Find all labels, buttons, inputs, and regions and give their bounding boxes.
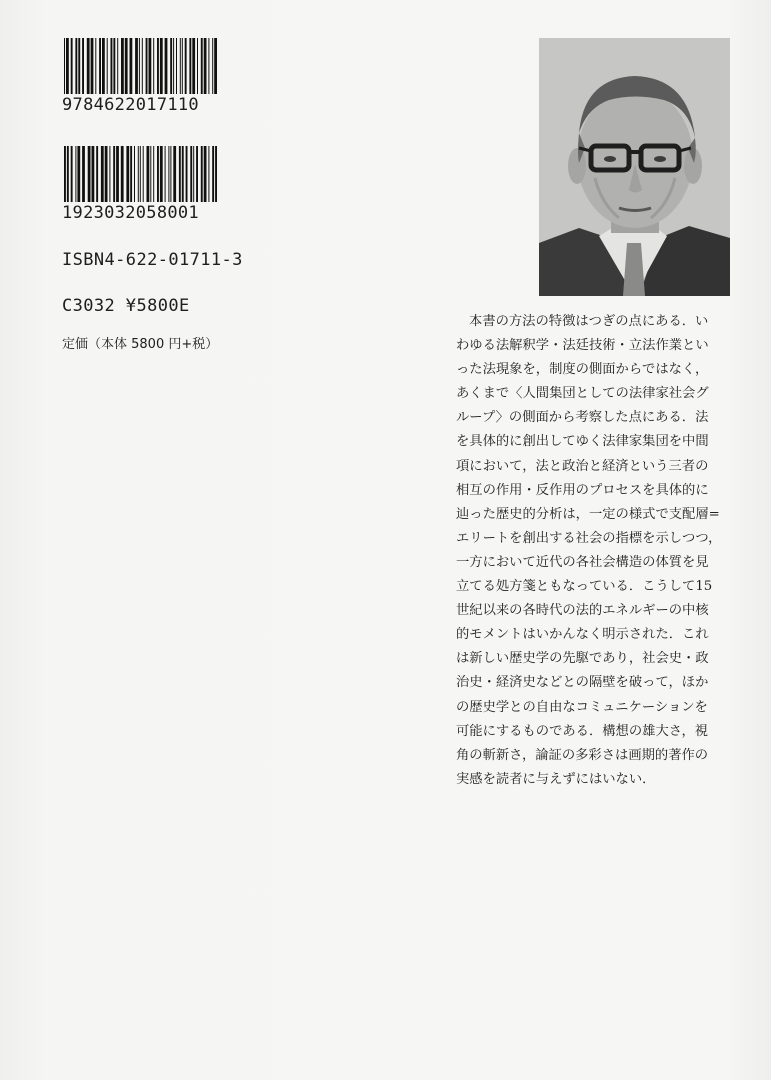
barcode-bar bbox=[201, 38, 203, 94]
description-line: を具体的に創出してゆく法律家集団を中間 bbox=[456, 434, 709, 450]
barcode-bar bbox=[185, 38, 187, 94]
isbn-barcode bbox=[62, 38, 222, 94]
barcode-bar bbox=[153, 146, 154, 202]
barcode-bar bbox=[130, 146, 132, 202]
barcode-bar bbox=[165, 146, 166, 202]
isbn-text: ISBN4-622-01711-3 bbox=[62, 250, 243, 270]
barcode-bar bbox=[208, 38, 209, 94]
barcode-bar bbox=[117, 38, 118, 94]
barcode-bar bbox=[189, 38, 191, 94]
barcode-bar bbox=[130, 38, 133, 94]
barcode-bar bbox=[176, 38, 177, 94]
barcode-bar bbox=[105, 146, 108, 202]
barcode-bar bbox=[173, 38, 174, 94]
barcode-bar bbox=[82, 146, 85, 202]
description-line: 相互の作用・反作用のプロセスを具体的に bbox=[456, 482, 709, 498]
barcode-bar bbox=[87, 38, 90, 94]
barcode-bar bbox=[157, 146, 159, 202]
barcode-bar bbox=[134, 146, 135, 202]
barcode-bar bbox=[197, 38, 198, 94]
description-line: 辿った歴史的分析は，一定の様式で支配層= bbox=[456, 506, 720, 522]
price-label: 定価（本体 5800 円+税） bbox=[62, 337, 219, 352]
barcode-bar bbox=[66, 38, 69, 94]
barcode-bar bbox=[107, 38, 108, 94]
barcode-bar bbox=[95, 38, 96, 94]
barcode-bar bbox=[186, 146, 188, 202]
description-line: は新しい歴史学の先駆であり，社会史・政 bbox=[456, 651, 709, 667]
barcode-bar bbox=[67, 146, 69, 202]
description-line: 的モメントはいかんなく明示された．これ bbox=[456, 627, 709, 643]
description-line: 実感を読者に与えずにはいない． bbox=[456, 771, 656, 787]
barcode-bar bbox=[140, 146, 141, 202]
description-line: 角の斬新さ，論証の多彩さは画期的著作の bbox=[456, 747, 709, 763]
barcode-bar bbox=[173, 146, 176, 202]
barcode-bar bbox=[147, 146, 150, 202]
barcode-bar bbox=[168, 146, 169, 202]
description-line: 治史・経済史などとの隔壁を破って，ほか bbox=[456, 675, 709, 691]
barcode-bar bbox=[190, 146, 192, 202]
barcode-bar bbox=[160, 38, 163, 94]
barcode-bar bbox=[111, 38, 113, 94]
barcode-bar bbox=[64, 38, 65, 94]
description-line: あくまで〈人間集団としての法律家社会グ bbox=[456, 386, 709, 402]
barcode-bar bbox=[160, 146, 163, 202]
barcode-bar bbox=[170, 146, 171, 202]
barcode-bar bbox=[192, 38, 195, 94]
barcode-bar bbox=[182, 38, 183, 94]
description-line: った法現象を，制度の側面からではなく， bbox=[456, 362, 709, 378]
price-barcode bbox=[62, 146, 222, 202]
description-line: エリートを創出する社会の指標を示しつつ， bbox=[456, 530, 722, 546]
barcode-bar bbox=[212, 38, 213, 94]
barcode-bar bbox=[165, 38, 168, 94]
barcode-bar bbox=[214, 38, 217, 94]
barcode-bar bbox=[78, 38, 80, 94]
barcode-bar bbox=[75, 146, 76, 202]
barcode-bar bbox=[157, 38, 159, 94]
barcode-bar bbox=[113, 146, 115, 202]
description-line: 世紀以来の各時代の法的エネルギーの中核 bbox=[456, 603, 709, 619]
barcode-bar bbox=[91, 38, 94, 94]
description-line: 一方において近代の各社会構造の体質を見 bbox=[456, 554, 709, 570]
barcode-bar bbox=[180, 38, 181, 94]
barcode-bar bbox=[204, 146, 207, 202]
barcode-bar bbox=[82, 38, 84, 94]
barcode-bar bbox=[143, 146, 144, 202]
barcode-bar bbox=[121, 146, 124, 202]
classification-code: C3032 ¥5800E bbox=[62, 296, 190, 316]
barcode-bars bbox=[62, 38, 222, 94]
barcode-bar bbox=[212, 146, 214, 202]
price-barcode-number: 1923032058001 bbox=[62, 203, 199, 223]
barcode-bar bbox=[75, 38, 77, 94]
barcode-bar bbox=[182, 146, 184, 202]
barcode-bar bbox=[77, 146, 80, 202]
barcode-bar bbox=[138, 146, 139, 202]
description-line: 可能にするものである．構想の雄大さ，視 bbox=[456, 723, 709, 739]
barcode-bar bbox=[204, 38, 207, 94]
barcode-bar bbox=[196, 146, 198, 202]
barcode-bar bbox=[193, 146, 194, 202]
barcode-bar bbox=[149, 38, 152, 94]
barcode-bar bbox=[113, 38, 115, 94]
barcode-bar bbox=[92, 146, 95, 202]
barcode-bar bbox=[71, 38, 73, 94]
barcode-bar bbox=[215, 146, 217, 202]
barcode-bar bbox=[88, 146, 91, 202]
barcode-bars bbox=[62, 146, 222, 202]
description-line: 立てる処方箋ともなっている．こうして15 bbox=[456, 579, 713, 595]
description-line: の歴史学との自由なコミュニケーションを bbox=[456, 699, 708, 715]
barcode-bar bbox=[109, 146, 110, 202]
barcode-bar bbox=[121, 38, 124, 94]
barcode-bar bbox=[135, 38, 138, 94]
barcode-bar bbox=[153, 38, 154, 94]
barcode-bar bbox=[64, 146, 66, 202]
barcode-bar bbox=[126, 146, 129, 202]
book-description bbox=[456, 310, 738, 792]
barcode-bar bbox=[201, 146, 203, 202]
description-line: 項において，法と政治と経済という三者の bbox=[456, 458, 709, 474]
barcode-bar bbox=[125, 38, 128, 94]
barcode-bar bbox=[170, 38, 172, 94]
description-line: ループ〉の側面から考察した点にある．法 bbox=[456, 410, 709, 426]
isbn-barcode-number: 9784622017110 bbox=[62, 95, 199, 115]
barcode-bar bbox=[102, 38, 105, 94]
barcode-bar bbox=[139, 38, 140, 94]
barcode-bar bbox=[150, 146, 151, 202]
barcode-bar bbox=[99, 38, 101, 94]
barcode-bar bbox=[142, 38, 143, 94]
portrait-illustration bbox=[539, 38, 730, 296]
description-line: わゆる法解釈学・法廷技術・立法作業とい bbox=[456, 338, 709, 354]
barcode-bar bbox=[116, 146, 119, 202]
barcode-bar bbox=[146, 38, 148, 94]
description-line: 本書の方法の特徴はつぎの点にある．い bbox=[469, 314, 709, 329]
barcode-bar bbox=[96, 146, 98, 202]
barcode-bar bbox=[71, 146, 73, 202]
barcode-bar bbox=[101, 146, 104, 202]
barcode-bar bbox=[208, 146, 209, 202]
barcode-bar bbox=[179, 146, 181, 202]
author-portrait-photo bbox=[539, 38, 730, 296]
